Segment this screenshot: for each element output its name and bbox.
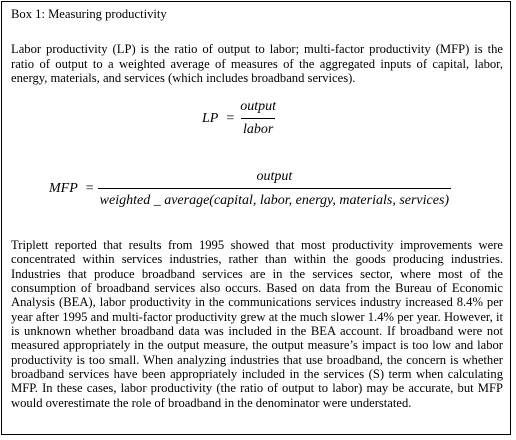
intro-paragraph: Labor productivity (LP) is the ratio of output to labor; multi-factor productivity (MFP) is the ratio of output to a weighted average of measures of the aggregated inputs of capital, labor, energy, materials, and services (which includes broadband services).	[11, 42, 503, 86]
box-title: Box 1: Measuring productivity	[11, 7, 167, 21]
mfp-numerator: output	[256, 169, 293, 184]
mfp-formula	[49, 168, 451, 210]
lp-formula	[202, 98, 278, 139]
mfp-formula-lhs: MFP	[49, 181, 78, 196]
body-paragraph: Triplett reported that results from 1995 showed that most productivity improvements were concentrated within services industries, rather than within the goods producing industries. Industries that produce broadband services are in the services sector, where most of the consumption of broadband services also occurs. Based on data from the Bureau of Economic Analysis (BEA), labor productivity in the communications services industry increased 8.4% per year after 1995 and multi-factor productivity grew at the much slower 1.4% per year. However, it is unknown whether broadband data was included in the BEA account. If broadband were not measured appropriately in the output measure, the output measure’s impact is too low and labor productivity is too small. When analyzing industries that use broadband, the concern is whether broadband services have been appropriately included in the services (S) term when calculating MFP. In these cases, labor productivity (the ratio of output to labor) may be accurate, but MFP would overestimate the role of broadband in the denominator were understated.	[11, 238, 503, 410]
mfp-formula-equals: =	[85, 181, 94, 196]
mfp-fraction	[98, 168, 451, 210]
lp-formula-equals: =	[226, 110, 235, 126]
measuring-productivity-box	[1, 1, 511, 435]
mfp-denominator: weighted _ average(capital, labor, energy, materials, services)	[98, 188, 451, 210]
lp-denominator: labor	[241, 118, 275, 139]
lp-fraction	[238, 98, 278, 139]
lp-numerator: output	[240, 99, 277, 114]
lp-formula-lhs: LP	[202, 110, 219, 126]
